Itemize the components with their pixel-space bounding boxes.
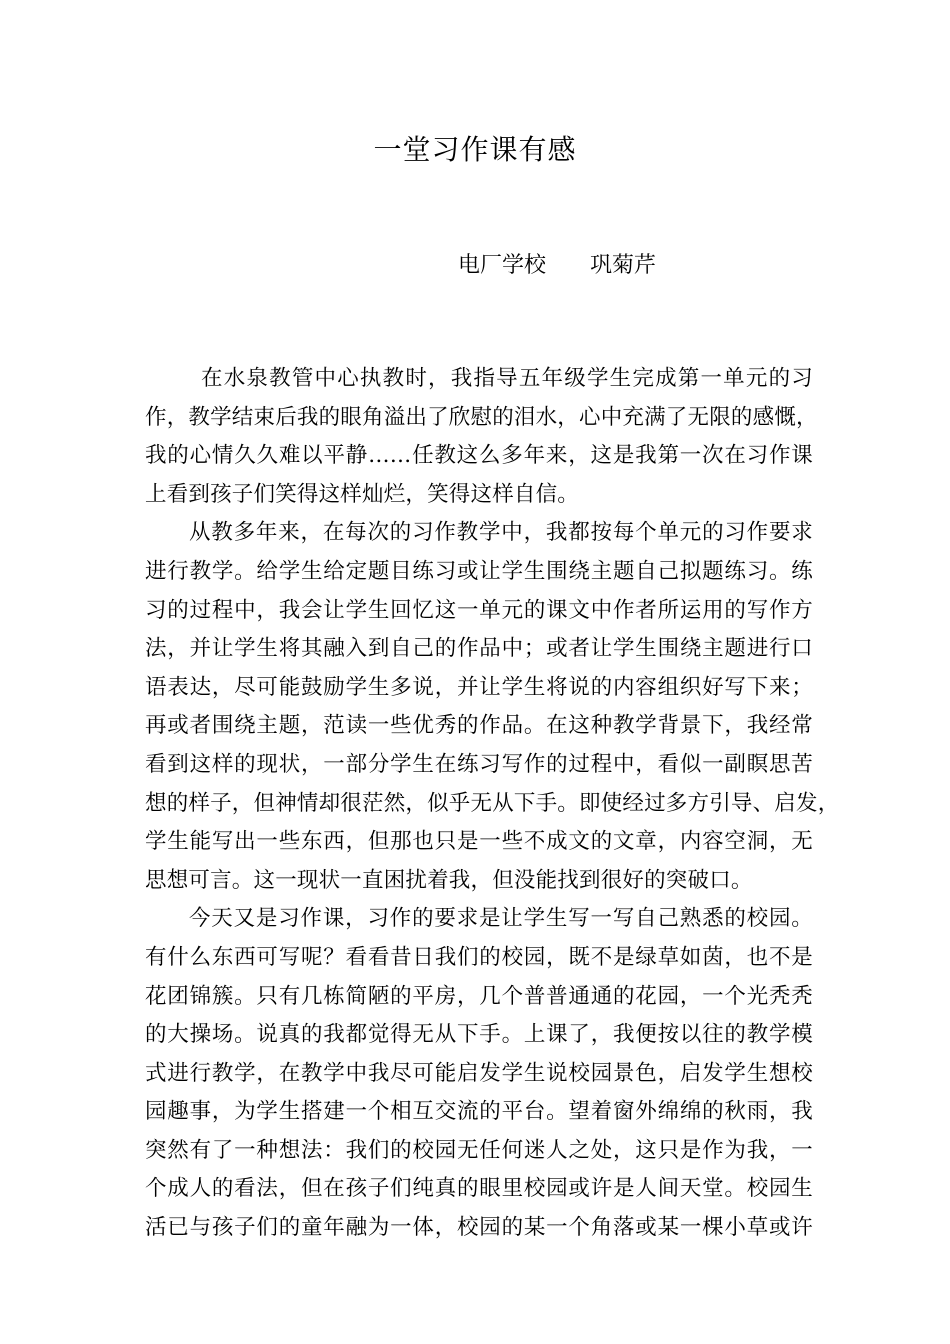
body-line: 有什么东西可写呢？看看昔日我们的校园，既不是绿草如茵，也不是: [145, 944, 813, 970]
body-line: 式进行教学，在教学中我尽可能启发学生说校园景色，启发学生想校: [145, 1060, 813, 1086]
body-line: 习的过程中，我会让学生回忆这一单元的课文中作者所运用的写作方: [145, 597, 813, 623]
body-line: 在水泉教管中心执教时，我指导五年级学生完成第一单元的习: [201, 366, 813, 391]
body-line: 突然有了一种想法：我们的校园无任何迷人之处，这只是作为我，一: [145, 1137, 813, 1163]
body-line: 我的心情久久难以平静……任教这么多年来，这是我第一次在习作课: [145, 443, 813, 469]
body-line: 思想可言。这一现状一直困扰着我，但没能找到很好的突破口。: [145, 867, 753, 893]
body-line: 再或者围绕主题，范读一些优秀的作品。在这种教学背景下，我经常: [145, 713, 813, 739]
body-line: 从教多年来，在每次的习作教学中，我都按每个单元的习作要求: [189, 520, 813, 546]
body-line: 今天又是习作课，习作的要求是让学生写一写自己熟悉的校园。: [189, 906, 813, 932]
document-body: [145, 360, 840, 1248]
document-title: 一堂习作课有感: [373, 133, 577, 166]
body-line: 看到这样的现状，一部分学生在练习写作的过程中，看似一副瞑思苦: [145, 751, 813, 777]
body-line: 上看到孩子们笑得这样灿烂，笑得这样自信。: [145, 481, 580, 507]
body-line: 园趣事，为学生搭建一个相互交流的平台。望着窗外绵绵的秋雨，我: [145, 1099, 813, 1125]
body-line: 学生能写出一些东西，但那也只是一些不成文的文章，内容空洞，无: [145, 829, 813, 855]
body-line: 作，教学结束后我的眼角溢出了欣慰的泪水，心中充满了无限的感慨，: [145, 404, 818, 430]
body-line: 活已与孩子们的童年融为一体，校园的某一个角落或某一棵小草或许: [145, 1215, 813, 1241]
body-line: 个成人的看法，但在孩子们纯真的眼里校园或许是人间天堂。校园生: [145, 1176, 813, 1202]
author-line: 电厂学校 巩菊芹: [458, 253, 657, 278]
body-line: 花团锦簇。只有几栋简陋的平房，几个普普通通的花园，一个光秃秃: [145, 983, 813, 1009]
body-line: 进行教学。给学生给定题目练习或让学生围绕主题自己拟题练习。练: [145, 558, 813, 584]
body-line: 想的样子，但神情却很茫然，似乎无从下手。即使经过多方引导、启发，: [145, 790, 840, 816]
body-line: 语表达，尽可能鼓励学生多说，并让学生将说的内容组织好写下来；: [145, 674, 813, 700]
body-line: 法，并让学生将其融入到自己的作品中；或者让学生围绕主题进行口: [145, 636, 813, 662]
body-line: 的大操场。说真的我都觉得无从下手。上课了，我便按以往的教学模: [145, 1022, 813, 1048]
